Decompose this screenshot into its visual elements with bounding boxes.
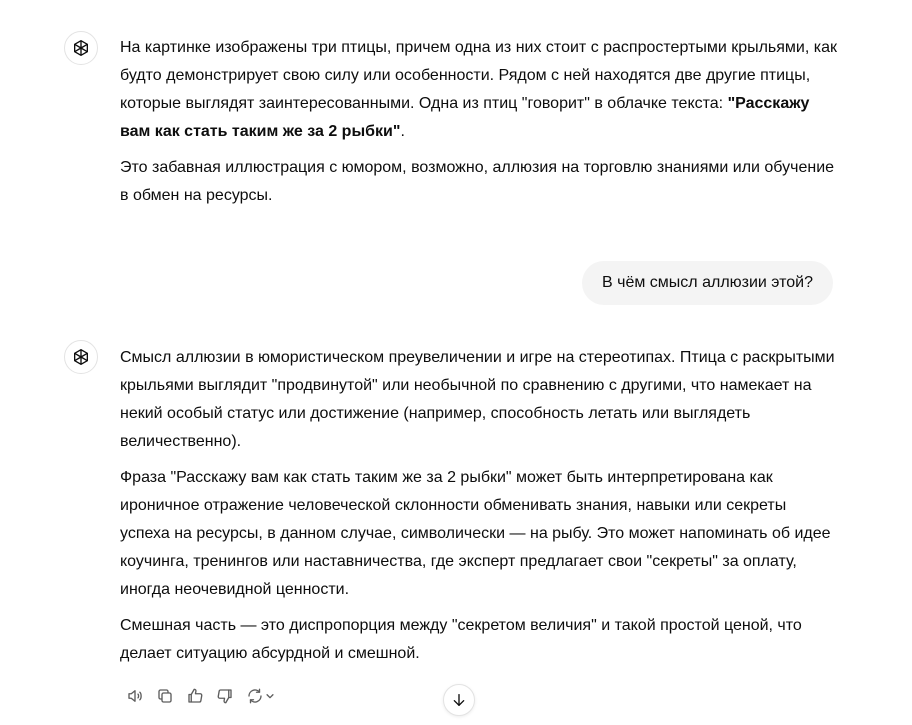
text-span: . <box>400 123 405 140</box>
assistant-message-2-paragraph-3: Смешная часть — это диспропорция между "секретом величия" и такой простой ценой, что делает ситуацию абсурдной и смешной. <box>120 617 802 662</box>
openai-logo-icon <box>71 38 91 58</box>
arrow-down-icon <box>451 692 467 708</box>
assistant-message-1-paragraph-2: Это забавная иллюстрация с юмором, возможно, аллюзия на торговлю знаниями или обучение в обмен на ресурсы. <box>120 159 835 204</box>
read-aloud-button[interactable] <box>120 682 150 710</box>
regenerate-button[interactable] <box>240 682 280 710</box>
assistant-message-2-paragraph-2: Фраза "Расскажу вам как стать таким же за 2 рыбки" может быть интерпретирована как ироничное отражение человеческой склонности обменивать знания, навыки или секреты успеха на ресурсы, в данном случае, символически — на рыбу. Это может напоминать об идее коучинга, тренингов или наставничества, где эксперт предлагает свои "секреты" за оплату, иногда неочевидной ценности. <box>120 469 831 598</box>
thumbs-up-button[interactable] <box>180 682 210 710</box>
copy-icon <box>156 687 174 705</box>
message-actions-toolbar <box>120 682 280 710</box>
assistant-message-2 <box>120 344 840 676</box>
regenerate-icon <box>246 687 264 705</box>
thumbs-down-icon <box>216 687 234 705</box>
user-message-text: В чём смысл аллюзии этой? <box>602 274 813 291</box>
text-span: На картинке изображены три птицы, причем одна из них стоит с распростертыми крыльями, как будто демонстрирует свою силу или особенности. Рядом с ней находятся две другие птицы, которые выглядят заинтересованными. Одна из птиц "говорит" в облачке текста: <box>120 39 838 112</box>
thumbs-up-icon <box>186 687 204 705</box>
assistant-message-2-paragraph-1: Смысл аллюзии в юмористическом преувеличении и игре на стереотипах. Птица с раскрытыми крыльями выглядит "продвинутой" или необычной по сравнению с другими, что намекает на некий особый статус или достижение (например, способность летать или выглядеть величественно). <box>120 349 835 450</box>
bold-quote: "Расскажу вам как стать таким же за 2 рыбки" <box>120 95 810 140</box>
assistant-message-1-paragraph-1 <box>120 34 840 146</box>
thumbs-down-button[interactable] <box>210 682 240 710</box>
assistant-avatar <box>64 31 98 65</box>
scroll-to-bottom-button[interactable] <box>443 684 475 716</box>
copy-button[interactable] <box>150 682 180 710</box>
assistant-message-1 <box>120 34 840 218</box>
read-aloud-icon <box>126 687 144 705</box>
assistant-avatar <box>64 340 98 374</box>
user-message-bubble <box>582 261 833 305</box>
openai-logo-icon <box>71 347 91 367</box>
chevron-down-icon <box>265 691 275 701</box>
